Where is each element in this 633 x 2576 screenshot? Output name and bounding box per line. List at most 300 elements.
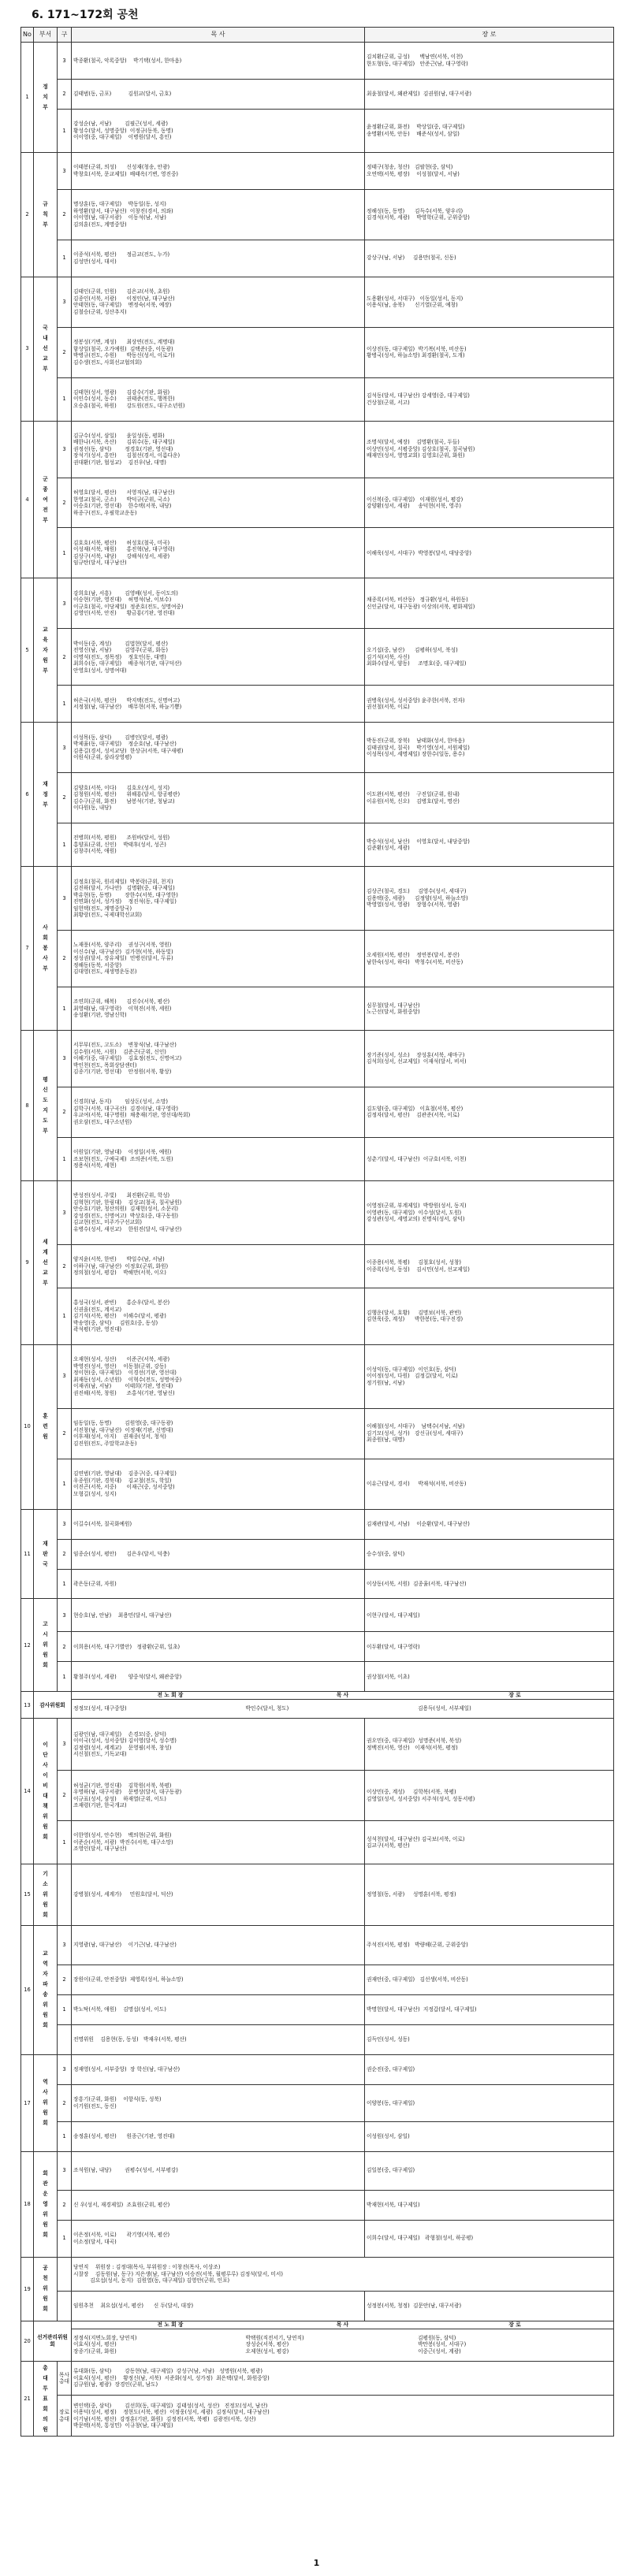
pastor-cell: 지영광(남, 대구남산) 이기근(남, 대구남산)	[72, 1926, 365, 1965]
table-row	[21, 79, 614, 109]
special-header-label: 전 노 회 장	[157, 2321, 184, 2329]
table-row	[21, 2054, 614, 2084]
special-header-label: 전 노 회 장	[157, 1692, 184, 1699]
elder-cell: 박동진(군위, 장북) 남태화(성서, 한마음) 김태권(달서, 칠곡) 박기영(성서, 서원제일) 이성목(성서, 세명제일) 장한수(일동, 용수)	[365, 723, 614, 773]
pastor-cell: 양지윤(서북, 한빈) 박일수(남, 서남) 이하구(남, 대구남산) 이정호(군위, 화원) 정의철(성서, 평강) 박해만(서북, 이오)	[72, 1244, 365, 1288]
special-cell: 정정식(지면노회장, 당연직) 이효식(성서, 평산) 장종기(군위, 화원)	[73, 2334, 137, 2355]
term-group: 3	[58, 2054, 72, 2084]
table-row	[21, 1569, 614, 1599]
nomination-table	[20, 27, 614, 2437]
pastor-cell: 이희용(서북, 대구기별안) 정광환(군위, 일초)	[72, 1632, 365, 1662]
pastor-cell: 김태현(성서, 영광) 김강수(기판, 화림) 이인수(성서, 동수) 권태준(전도, 행복한) 오승훈(철곡, 하원) 강도원(전도, 대구소년원)	[72, 377, 365, 421]
header-pastor: 목 사	[72, 28, 365, 43]
table-row	[21, 2257, 614, 2291]
term-group: 1	[58, 528, 72, 578]
term-group: 3	[58, 277, 72, 327]
row-number: 20	[21, 2321, 34, 2362]
elder-cell: 이해욱(성서, 서대구) 박영봉(달서, 대당중앙)	[365, 528, 614, 578]
table-row	[21, 2329, 614, 2361]
department-name	[34, 2054, 58, 2151]
term-group: 3	[58, 1031, 72, 1087]
term-group: 1	[58, 377, 72, 421]
row-number: 4	[21, 421, 34, 578]
term-group	[58, 2292, 72, 2321]
elder-cell: 오세원(서북, 평산) 정연봉(달서, 봉산) 남한숙(성서, 하다) 박청수(서북, 비산동)	[365, 931, 614, 987]
department-name	[34, 2151, 58, 2257]
table-row	[21, 1408, 614, 1459]
pastor-cell: 이태봉(군위, 의성) 신성재(청송, 안광) 박창호(서북, 문교제일) 배태옥(기변, 영진중)	[72, 152, 365, 189]
department-name	[34, 421, 58, 578]
department-name	[34, 1344, 58, 1509]
row-number: 21	[21, 2361, 34, 2436]
term-group: 1	[58, 1994, 72, 2024]
table-row	[21, 578, 614, 629]
elder-cell: 이종용(서북, 북평) 김철호(성서, 성창) 이종록(성서, 동성) 김시민(성서, 선교제일)	[365, 1244, 614, 1288]
elder-cell: 박재현(서북, 대구제일)	[365, 2190, 614, 2220]
row-number: 3	[21, 277, 34, 421]
table-row	[21, 1539, 614, 1569]
header-department: 부서	[34, 28, 58, 43]
header-group: 구	[58, 28, 72, 43]
term-group: 3	[58, 867, 72, 931]
elder-cell: 성정봉(서북, 청정) 김문안(남, 대구서광)	[365, 2292, 614, 2321]
elder-cell: 김상곤(철곡, 경도) 김영수(성서, 세대구) 김용택(중, 세광) 김정양(성서, 하늘소망) 박영열(성서, 영광) 장형수(서북, 영광)	[365, 867, 614, 931]
table-row	[21, 2084, 614, 2121]
elder-cell: 박명헌(달서, 대구남산) 지정갑(달서, 대구제일)	[365, 1994, 614, 2024]
table-row	[21, 327, 614, 377]
elder-cell: 도용환(성서, 서대구) 이동일(성서, 동지) 이용식(남, 송북) 신기열(군위, 예창)	[365, 277, 614, 327]
table-row	[21, 2121, 614, 2151]
pastor-cell: 서무부(전도, 고도소) 변창식(남, 대구남산) 김수원(서북, 시원) 김준곤(군위, 신인) 이해기(중, 대구제일) 김효정(전도, 신명여고) 박인천(전도, 목회상담센터) 김종기(기판, 영선대) 안정원(서북, 황상)	[72, 1031, 365, 1087]
elder-cell: 김일봉(중, 대구제일)	[365, 2151, 614, 2190]
department-label: 공천위원회	[43, 2265, 48, 2313]
term-group: 2	[58, 1087, 72, 1137]
special-cells	[72, 2329, 614, 2361]
term-group: 3	[58, 723, 72, 773]
pastor-cell: 이원일(기판, 영남대) 이정일(서북, 예원) 조보현(전도, 구예국제) 조의준(서북, 도원) 정용식(서북, 세현)	[72, 1137, 365, 1180]
term-group: 1	[58, 987, 72, 1031]
term-group: 1	[58, 109, 72, 152]
table-row	[21, 1864, 614, 1926]
table-row	[21, 1662, 614, 1692]
elder-cell: 이희수(달서, 대구제일) 곽형철(성서, 하공평)	[365, 2220, 614, 2257]
special-cells	[72, 1699, 614, 1718]
elder-cell: 오기섭(중, 남산) 김평하(성서, 북성) 김기석(서북, 사신) 최화수(달서, 양동) 조명호(중, 대구제일)	[365, 629, 614, 686]
pastor-cell: 명상훈(동, 대구제일) 박동일(동, 성지) 하영환(달서, 대구남산) 이창진(경서, 의좌) 이이영(남, 대구서광) 이동석(남, 서남) 김의훈(전도, 계명중앙)	[72, 189, 365, 240]
pastor-cell: 강병철(성서, 세계가) 민원호(달서, 덕산)	[72, 1864, 365, 1926]
elder-cell: 승수성(중, 삼덕)	[365, 1539, 614, 1569]
page-number: 1	[313, 2558, 320, 2568]
term-group: 1	[58, 1137, 72, 1180]
elder-cell: 권상철(서북, 이초)	[365, 1662, 614, 1692]
table-row	[21, 421, 614, 478]
elder-cell: 정영철(동, 서광) 성명훈(서북, 평정)	[365, 1864, 614, 1926]
term-group: 3	[58, 1599, 72, 1632]
term-group: 3	[58, 578, 72, 629]
table-row	[21, 1926, 614, 1965]
pastor-cell: 이길수(서북, 칠곡화예원)	[72, 1509, 365, 1539]
term-group: 2	[58, 629, 72, 686]
term-group: 2	[58, 931, 72, 987]
term-group: 2	[58, 2190, 72, 2220]
pastor-cell: 조석원(남, 내당) 권평수(성서, 서부평강)	[72, 2151, 365, 2190]
term-group: 2	[58, 1408, 72, 1459]
term-group: 3	[58, 1719, 72, 1771]
elder-cell: 권병욱(성서, 성서중앙) 윤주한(서북, 전자) 권선철(서북, 이로)	[365, 686, 614, 723]
table-row	[21, 1137, 614, 1180]
pastor-cell: 임원추천 최요섭(성서, 평산) 신 두(달서, 대장)	[72, 2292, 365, 2321]
term-group	[58, 2257, 72, 2291]
term-group: 2	[58, 478, 72, 528]
elder-cell: 김득인(성서, 성동)	[365, 2024, 614, 2054]
row-number: 14	[21, 1719, 34, 1864]
pastor-cell: 노재풍(서북, 양주리) 권성구(서북, 영원) 이신수(남, 대구남산) 김가현(서북, 하동빛) 정성권(달서, 장유제일) 민병선(달서, 두류) 정해동(동북, 서중앙) 김대영(전도, 새생명운동본)	[72, 931, 365, 987]
pastor-cell: 김호호(서북, 평산) 허성호(철곡, 미곡) 이성재(서북, 매원) 홍진혁(남, 대구영락) 김상구(서북, 내당) 강해석(성서, 세광) 임규탄(달서, 대구남산)	[72, 528, 365, 578]
department-label: 세계선교부	[43, 1238, 48, 1286]
pastor-cell: 김태범(동, 금포) 김원교(달서, 금호)	[72, 79, 365, 109]
term-group: 2	[58, 773, 72, 823]
department-label: 이단사이비대책위원회	[43, 1741, 48, 1841]
elder-cell: 김석동(달서, 대구남산) 강세영(중, 대구제일) 건상철(군위, 서고)	[365, 377, 614, 421]
department-name: 선거관리위원회	[34, 2321, 72, 2362]
pastor-cell: 류대화(동, 삼덕) 강동현(남, 대구제일) 강성구(남, 서남) 성명원(서북, 평광) 이효식(성서, 평산) 황정신(남, 서북) 서준화(성서, 성가정) 최은택(달서, 화원중앙) 김규원(남, 평광) 장경인(군위, 남도)	[72, 2361, 614, 2395]
term-group: 3	[58, 2151, 72, 2190]
term-group: 1	[58, 1662, 72, 1692]
department-label: 평신도지도부	[43, 1076, 48, 1134]
pastor-cell: 전병희(서북, 평원) 조원바(달서, 성원) 홍양표(군위, 신인) 박태후(성서, 성곤) 김창주(서북, 애원)	[72, 823, 365, 867]
pastor-cell: 조연희(군위, 해복) 김진수(서북, 평산) 최영태(남, 대구영락) 이혁진(서북, 세원) 송성환(기판, 영남신학)	[72, 987, 365, 1031]
department-name	[34, 1599, 58, 1692]
pastor-cell: 황철주(성서, 세광) 양중석(달서, 왜관중앙)	[72, 1662, 365, 1692]
table-row	[21, 1180, 614, 1244]
pastor-cell: 곽은동(군위, 자원)	[72, 1569, 365, 1599]
elder-cell: 심무철(달서, 대구남산) 노근선(달서, 화원중앙)	[365, 987, 614, 1031]
pastor-cell: 신경희(남, 동지) 임상돈(성서, 소망) 김학구(서북, 대구곡산) 김경이(남, 대구영락) 우교여(서북, 대구명원) 채충재(기판, 영선대/목회) 권오삼(전도, 대구소년원)	[72, 1087, 365, 1137]
pastor-cell: 박이동(중, 계성) 김법현(달서, 평산) 전영신(남, 서남) 김영주(군위, 화동) 이명석(전도, 정목정) 정호인(동, 대명) 최희수(동, 대구제일) 배종석(기판, 대구덕산) 안영호(성서, 성명여대)	[72, 629, 365, 686]
department-name	[34, 1509, 58, 1599]
pastor-cell: 오재현(성서, 성산) 이준곤(서북, 세광) 박영진(성서, 영산) 이동철(군위, 강동) 정이현(중, 대구제일) 이경선(기판, 영선대) 최재동(성서, 소년원) 이혁수(전도, 성명여중) 이재귀(남, 서남) 이태희(기판, 영진대) 권진해(서북, 창원) 조홍석(기판, 영남신)	[72, 1344, 365, 1408]
pastor-cell: 송정훈(성서, 평산) 원종근(기판, 영진대)	[72, 2121, 365, 2151]
department-name	[34, 1719, 58, 1864]
term-group: 3	[58, 1926, 72, 1965]
elder-cell: 이두환(달서, 대구영락)	[365, 1632, 614, 1662]
table-row	[21, 2361, 614, 2395]
row-number: 10	[21, 1344, 34, 1509]
table-row	[21, 1509, 614, 1539]
table-row	[21, 2151, 614, 2190]
department-label: 총대투표회의원	[43, 2364, 48, 2433]
pastor-cell: 반성전(성서, 주빛) 최진환(군위, 학성) 김혁현(기판, 한림대) 김상교(철곡, 칠곡남원) 안승호(기판, 청산의원) 김재헌(성서, 소문리) 강성경(전도, 신명여고) 박상호(중, 대구동원) 김교현(전도, 미주가구선교회) 유병수(성서, 새선교) 한원진(달서, 대구남산)	[72, 1180, 365, 1244]
elder-cell: 조명석(달서, 예장) 김명환(철곡, 두들) 이상민(성서, 서평중앙) 김상호(철곡, 칠곡남원) 배재민(성서, 영명교회) 김영호(군위, 화원)	[365, 421, 614, 478]
table-row	[21, 1344, 614, 1408]
term-group: 1	[58, 1569, 72, 1599]
term-group: 2	[58, 327, 72, 377]
elder-cell: 이상민(중, 계성) 김학복(서북, 북평) 김영일(성서, 성서중앙) 서주석(성서, 성동서평)	[365, 1771, 614, 1821]
table-row	[21, 2220, 614, 2257]
department-label: 규칙부	[43, 200, 48, 228]
row-number: 15	[21, 1864, 34, 1926]
department-name	[34, 578, 58, 723]
table-row	[21, 773, 614, 823]
term-group: 2	[58, 1539, 72, 1569]
term-group: 3	[58, 1509, 72, 1539]
department-name: 감사위원회	[34, 1692, 72, 1719]
term-group: 1	[58, 686, 72, 723]
department-name	[34, 1180, 58, 1344]
department-name	[34, 1864, 58, 1926]
department-label: 역사위원회	[43, 2079, 48, 2127]
term-group: 1	[58, 823, 72, 867]
pastor-cell: 허영호(달서, 평산) 서영직(남, 대구남산) 한영교(철곡, 군소) 박덕규(군위, 국소) 이승호(기판, 영선대) 한수택(서북, 내당) 하종구(전도, 우필학교운동)	[72, 478, 365, 528]
pastor-cell: 정봉성(기변, 계성) 최상연(전도, 계명대) 함상일(철곡, 오가예원) 김택준(중, 이동광) 박병규(전도, 수원) 박동신(성서, 이로가) 김수생(전도, 사회선교협의회)	[72, 327, 365, 377]
special-cell: 박택원(직전서기, 당연직) 장성순(서북, 평산) 오제현(성서, 평강)	[245, 2334, 304, 2355]
row-number: 16	[21, 1926, 34, 2055]
department-name	[34, 43, 58, 153]
table-row	[21, 1994, 614, 2024]
department-label: 교역자파송위원회	[43, 1950, 48, 2029]
term-group: 1	[58, 1288, 72, 1344]
elder-cell: 김재관(달서, 서남) 이순환(달서, 대구남산)	[365, 1509, 614, 1539]
department-name	[34, 723, 58, 867]
table-row	[21, 2024, 614, 2054]
term-group: 2	[58, 1632, 72, 1662]
term-group: 3	[58, 1344, 72, 1408]
pastor-cell: 김정호(철곡, 원리제일) 박봉락(군위, 천지) 김진하(달서, 가나안) 김명환(중, 대구제일) 박유현(동, 동명) 장한수(서북, 대구영한) 진면화(성서, 성가정) 정진석(동, 대구제일) 임헌택(전도, 계명중앙국) 최황랑(전도, 국제대학선교회)	[72, 867, 365, 931]
pastor-cell: 변인택(중, 삼덕) 김선희(동, 대구제일) 김태성(성서, 성산) 진정모(성서, 남산) 이용덕(성서, 평정) 정현도(서북, 평산) 이정웅(성서, 세광) 김정식(달서, 대구남산) 이기남(서북, 평산) 강정훈(기판, 화원) 김정진(서북, 북평) 김광전(서북, 성산) 박문택(서북, 통성민) 이규창(남, 대구제일)	[72, 2396, 614, 2437]
elder-cell: 이성원(성서, 삼일)	[365, 2121, 614, 2151]
elder-cell: 김치환(군위, 금성) 백남연(서북, 이천) 한도형(동, 대구제일) 안준근(남, 대구영락)	[365, 43, 614, 80]
special-header-label: 장 로	[508, 2321, 521, 2329]
table-row	[21, 867, 614, 931]
pastor-cell: 허은국(서북, 평산) 박지택(전도, 신명여고) 서정철(남, 대구남산) 배무현(서북, 하늘기쁨)	[72, 686, 365, 723]
term-group: 1	[58, 1459, 72, 1509]
table-row	[21, 528, 614, 578]
special-header	[72, 1692, 614, 1700]
elder-cell: 권재안(중, 대구제일) 김선생(서북, 비산동)	[365, 1965, 614, 1995]
term-group: 1	[58, 1821, 72, 1864]
term-group: 2	[58, 79, 72, 109]
term-group: 3	[58, 421, 72, 478]
term-group: 2	[58, 1244, 72, 1288]
term-group: 3	[58, 43, 72, 80]
row-number: 6	[21, 723, 34, 867]
pastor-cell: 당연직 위원장 : 김정대(목사, 부위원장 : 이창진(목사, 이상조) 시찰장 김동원(남, 동구) 지은생(남, 대구남산) 이승진(서북, 월평루루) 김정석(달서, 미서) 김요섭(성서, 동지) 김원열(동, 대구제일) 김영안(군위, 인포)	[72, 2257, 614, 2291]
row-number: 17	[21, 2054, 34, 2151]
pastor-cell: 현승호(남, 안남) 최용민(달서, 대구남산)	[72, 1599, 365, 1632]
table-row	[21, 1699, 614, 1718]
department-name	[34, 152, 58, 277]
department-label: 사회봉사부	[43, 924, 48, 972]
table-row	[21, 1719, 614, 1771]
table-row	[21, 1031, 614, 1087]
department-name	[34, 867, 58, 1031]
elder-cell: 이현구(달서, 대구제일)	[365, 1599, 614, 1632]
elder-cell: 김도양(중, 대구제일) 이효철(서북, 평산) 김정자(달서, 평산) 김관준(서북, 이로)	[365, 1087, 614, 1137]
elder-cell: 강상구(남, 서남) 김용만(철곡, 신동)	[365, 240, 614, 277]
table-row	[21, 1821, 614, 1864]
department-label: 재정부	[43, 780, 48, 808]
pastor-cell: 장흥기(군위, 화원) 이항식(동, 성북) 이기원(전도, 동신)	[72, 2084, 365, 2121]
pastor-cell: 김광인(남, 대구제일) 손경모(중, 삼덕) 이이국(성서, 성서중앙) 김이영(달서, 성수명) 김정렬(성서, 세계교) 문영필(서북, 창성) 서신철(전도, 기독교대)	[72, 1719, 365, 1771]
department-label: 재판국	[43, 1540, 48, 1567]
pastor-cell: 박노탁(서북, 애원) 김명섭(성서, 이도)	[72, 1994, 365, 2024]
term-group: 2	[58, 1771, 72, 1821]
row-number: 9	[21, 1180, 34, 1344]
row-number: 18	[21, 2151, 34, 2257]
special-cell: 박인수(달서, 청도)	[245, 1705, 289, 1712]
table-row	[21, 377, 614, 421]
elder-cell: 권오민(중, 대구제일) 성명준(서북, 북성) 정백진(서북, 영산) 이재석(서북, 평정)	[365, 1719, 614, 1771]
pastor-cell: 강희호(남, 서흥) 김영배(성서, 동이도의) 이승현(기판, 영진대) 허명석(남, 이보수) 이규호(철곡, 이당제일) 정준호(전도, 성명여중) 김영인(서북, 안진) 황금룡(기판, 영진대)	[72, 578, 365, 629]
row-number: 12	[21, 1599, 34, 1692]
elder-cell: 채종록(서북, 비산동) 정규환(성서, 하원동) 신인균(달서, 대구동광) 이상의(서북, 평화제일)	[365, 578, 614, 629]
department-name	[34, 277, 58, 421]
special-cell: 김용득(성서, 서부제일)	[418, 1705, 471, 1712]
pastor-cell: 이성목(동, 삼덕) 김병인(달서, 평광) 박제율(동, 대구제일) 정순호(남, 대구남산) 김용길(경서, 성서교당) 한상규(서북, 대구새평) 이원식(군위, 삼라상영평)	[72, 723, 365, 773]
elder-cell: 이유근(달서, 경서) 박재석(서북, 비산동)	[365, 1459, 614, 1509]
table-row	[21, 109, 614, 152]
special-header-label: 목 사	[336, 1692, 349, 1699]
table-header-row	[21, 28, 614, 43]
elder-cell: 장기준(성서, 성소) 장성훈(서북, 새마구) 김석희(성서, 선교제일) 이재석(달서, 비서)	[365, 1031, 614, 1087]
table-row	[21, 1771, 614, 1821]
row-number: 19	[21, 2257, 34, 2321]
elder-cell: 이도완(서북, 평산) 구진일(군위, 원내) 이유원(서북, 신오) 김병호(달서, 명산)	[365, 773, 614, 823]
pastor-cell: 허성균(기판, 영신대) 김학원(서북, 북평) 우명하(남, 대구서광) 문병상(달서, 대구동광) 이규표(성서, 삼성) 하재열(군위, 이도) 조재령(기판, 한국개교)	[72, 1771, 365, 1821]
term-group: 3	[58, 152, 72, 189]
term-group: 1	[58, 2121, 72, 2151]
pastor-cell: 장원이(군위, 안전중앙) 제영록(성서, 하늘소망)	[72, 1965, 365, 1995]
table-row	[21, 1459, 614, 1509]
department-name	[34, 2361, 58, 2436]
table-row	[21, 2321, 614, 2329]
department-label: 국내선교부	[43, 325, 48, 373]
table-row	[21, 1599, 614, 1632]
special-header	[72, 2321, 614, 2329]
special-header-label: 목 사	[336, 2321, 349, 2329]
row-number: 11	[21, 1509, 34, 1599]
pastor-cell: 김연범(기판, 영남대) 김종구(중, 대구제일) 우종원(기판, 경북대) 김교철(전도, 학일) 이진곤(서북, 서중) 이재근(중, 성서중앙) 모형길(성서, 성지)	[72, 1459, 365, 1509]
pastor-cell: 김양호(서북, 이다) 김호오(성서, 성지) 김청원(서북, 평산) 위해룡(달서, 항공평란) 김수구(군위, 화전) 남봉석(기판, 청남교) 이다원(동, 내당)	[72, 773, 365, 823]
table-row	[21, 1632, 614, 1662]
elder-cell: 권순진(중, 대구제일)	[365, 2054, 614, 2084]
elder-cell: 윤정환(군위, 화전) 박상일(중, 대구제일) 송명환(서북, 안동) 배준식(성서, 삼일)	[365, 109, 614, 152]
elder-cell: 이신복(중, 대구제일) 이재원(성서, 평강) 강양환(성서, 세광) 송덕현(서북, 영주)	[365, 478, 614, 528]
row-number: 5	[21, 578, 34, 723]
row-number: 1	[21, 43, 34, 153]
table-row	[21, 1087, 614, 1137]
table-row	[21, 1965, 614, 1995]
header-no: No	[21, 28, 34, 43]
elder-cell: 이영정(군위, 부계제일) 박방원(성서, 동지) 이영관(동, 대구제일) 이수성(달서, 도원) 강성관(성서, 세명교의) 진명식(성서, 삼덕)	[365, 1180, 614, 1244]
pastor-cell: 강성순(남, 서남) 김필근(성서, 세광) 황성수(달서, 성명중앙) 이정규(동북, 동명) 이이영(중, 대구제일) 이병원(달서, 흥인)	[72, 109, 365, 152]
table-row	[21, 189, 614, 240]
pastor-cell: 임동일(동, 동명) 김원영(중, 대구동광) 서진창(남, 대구남산) 이정재(기판, 신명대) 이후재(성서, 아지) 권재종(성서, 청석) 김진원(전도, 주말학교운동)	[72, 1408, 365, 1459]
pastor-cell: 정재영(성서, 서부중앙) 장 학신(남, 대구남산)	[72, 2054, 365, 2084]
table-row	[21, 723, 614, 773]
term-group: 장로총대	[58, 2396, 72, 2437]
term-group: 2	[58, 189, 72, 240]
table-row	[21, 478, 614, 528]
pastor-cell: 박종환(철곡, 악록중앙) 박기택(성서, 한마음)	[72, 43, 365, 80]
department-name	[34, 1031, 58, 1181]
table-row	[21, 2396, 614, 2437]
pastor-cell: 신 우(성서, 재경제일) 조효원(군위, 평산)	[72, 2190, 365, 2220]
special-header-label: 장 로	[508, 1692, 521, 1699]
pastor-cell: 이종석(서북, 평산) 정금교(전도, 누가) 김성만(성서, 대서)	[72, 240, 365, 277]
department-label: 기소위원회	[43, 1871, 48, 1919]
elder-cell: 이성익(동, 대구제일) 이인호(동, 삼덕) 이이정(성서, 다원) 김정길(달서, 이로) 정기원(남, 서남)	[365, 1344, 614, 1408]
elder-cell: 정태구(청송, 청산) 김팔현(중, 삼덕) 오연택(서북, 평장) 이성철(달서, 서남)	[365, 152, 614, 189]
term-group: 1	[58, 2220, 72, 2257]
department-label: 고시위원회	[43, 1621, 48, 1669]
table-row	[21, 152, 614, 189]
document-title: 6. 171~172회 공천	[32, 9, 139, 21]
elder-cell: 주석진(서북, 평정) 박량해(군위, 군위중앙)	[365, 1926, 614, 1965]
row-number: 8	[21, 1031, 34, 1181]
elder-cell: 김행운(달서, 호황) 김명보(서북, 관빈) 김현욱(중, 계성) 박한봉(동, 대구진경)	[365, 1288, 614, 1344]
pastor-cell: 전명위원 김용현(동, 동성) 박재우(서북, 평산)	[72, 2024, 365, 2054]
department-label: 군종여전부	[43, 475, 48, 523]
table-row	[21, 277, 614, 327]
elder-cell: 성춘기(달서, 대구남산) 이규호(서북, 이천)	[365, 1137, 614, 1180]
table-row	[21, 823, 614, 867]
department-label: 정치부	[43, 83, 48, 110]
table-row	[21, 1244, 614, 1288]
elder-cell: 이해철(성서, 서대구) 남택수(서남, 서남) 김기모(성서, 성가) 강신규(성서, 세대구) 최종원(남, 대명)	[365, 1408, 614, 1459]
pastor-cell: 김규수(성서, 삼일) 윤일성(동, 평화) 배한나(서북, 옥산) 김위수(동, 대구제일) 권정선(동, 삼덕) 정경호(기판, 영선대) 장석기(성서, 흥안) 김철선(경서, 이름다운) 권대환(기판, 협성교) 김진우(남, 대명)	[72, 421, 365, 478]
pastor-cell: 이한영(성서, 안수현) 백의현(군위, 화원) 이준순(서북, 서광) 박진수(서북, 대구소망) 조영인(달서, 대구남산)	[72, 1821, 365, 1864]
department-label: 훈련원	[43, 1413, 48, 1440]
elder-cell: 이양봉(동, 대구제일)	[365, 2084, 614, 2121]
special-cell: 정정모(성서, 대구중앙)	[73, 1705, 127, 1712]
term-group	[58, 1864, 72, 1926]
term-group: 목사총대	[58, 2361, 72, 2395]
pastor-cell: 임종순(성서, 평안) 김은우(달서, 덕충)	[72, 1539, 365, 1569]
row-number: 7	[21, 867, 34, 1031]
department-label: 회관운영위원회	[43, 2169, 48, 2238]
table-row	[21, 987, 614, 1031]
term-group: 1	[58, 240, 72, 277]
header-elder: 장 로	[365, 28, 614, 43]
special-cell: 김평원(동, 삼덕) 박만봉(성서, 서대구) 이중근(성서, 계광)	[418, 2334, 467, 2355]
table-row	[21, 2190, 614, 2220]
elder-cell: 이상진(동, 대구제일) 박기복(서북, 비산동) 황병국(성서, 하늘소망) 최경환(철곡, 도개)	[365, 327, 614, 377]
table-row	[21, 2292, 614, 2321]
term-group: 3	[58, 1180, 72, 1244]
table-row	[21, 43, 614, 80]
department-name	[34, 1926, 58, 2055]
elder-cell: 정해성(동, 동명) 김득수(서북, 양우리) 김경석(서북, 세광) 박영학(군위, 군위중앙)	[365, 189, 614, 240]
table-row	[21, 240, 614, 277]
table-row	[21, 686, 614, 723]
elder-cell: 이상동(서북, 서원) 김종율(서북, 대구남산)	[365, 1569, 614, 1599]
table-row	[21, 629, 614, 686]
elder-cell: 박승석(성서, 남산) 이영호(달서, 내당중앙) 김준환(성서, 세광)	[365, 823, 614, 867]
term-group	[58, 2024, 72, 2054]
table-row	[21, 1692, 614, 1700]
department-name	[34, 2257, 58, 2321]
elder-cell: 최윤철(달서, 왜관제일) 김권원(남, 대구서광)	[365, 79, 614, 109]
pastor-cell: 홍성국(성서, 관빈) 홍순우(달서, 봉산) 신권을(전도, 계서교) 김기석(서북, 평산) 이해수(달서, 평광) 박송영(중, 삼덕) 김원호(중, 동성) 곽석평(기판, 영진대)	[72, 1288, 365, 1344]
table-row	[21, 1288, 614, 1344]
row-number: 13	[21, 1692, 34, 1719]
pastor-cell: 김태인(군위, 인원) 김은교(서북, 초원) 김종인(서북, 서광) 이정인(남, 대구남산) 안태현(동, 대구제일) 멘정숙(서북, 예장) 김철승(군위, 성산추지)	[72, 277, 365, 327]
department-label: 교육자원부	[43, 626, 48, 674]
table-body	[21, 43, 614, 2437]
term-group: 2	[58, 1965, 72, 1995]
elder-cell: 성석천(달서, 대구남산) 김국보(서북, 이로) 김교구(서북, 평산)	[365, 1821, 614, 1864]
